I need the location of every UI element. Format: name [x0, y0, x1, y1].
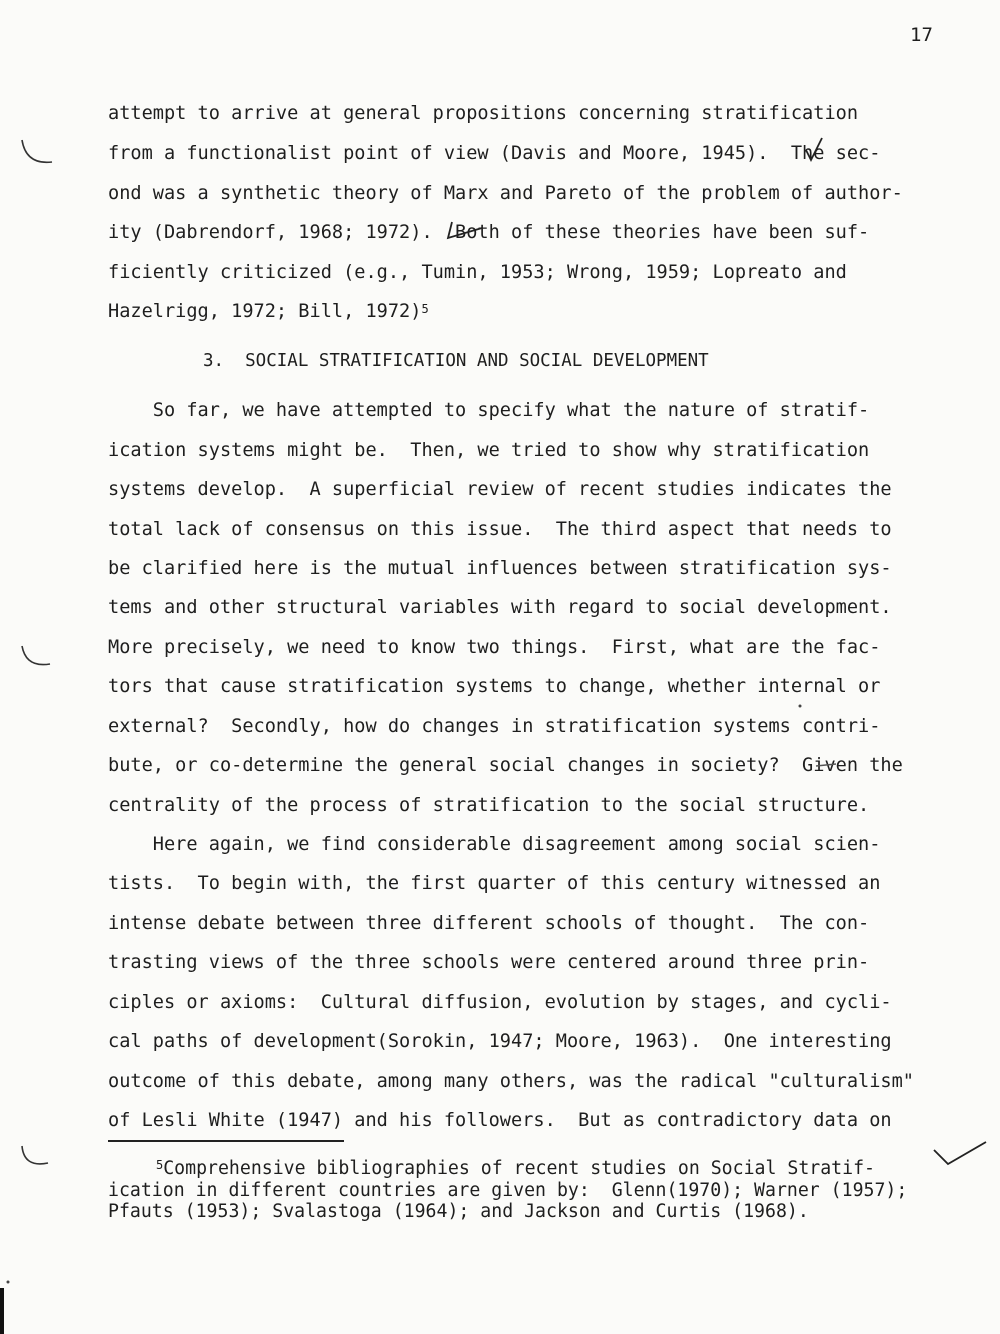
text-line-content: Hazelrigg, 1972; Bill, 1972)	[108, 301, 422, 322]
ink-speck	[7, 1281, 10, 1284]
text-line: bute, or co-determine the general social changes in society? Given the	[108, 755, 903, 776]
text-line: tems and other structural variables with regard to social development.	[108, 597, 892, 618]
text-line: trasting views of the three schools were centered around three prin-	[108, 952, 870, 973]
text-line: external? Secondly, how do changes in stratification systems contri-	[108, 716, 881, 737]
text-line: intense debate between three different schools of thought. The con-	[108, 913, 870, 934]
text-line: ication systems might be. Then, we tried to show why stratification	[108, 440, 870, 461]
page-number: 17	[910, 24, 933, 46]
footnote-text: Comprehensive bibliographies of recent studies on Social Stratif-	[163, 1158, 875, 1179]
text-line: from a functionalist point of view (Davis and Moore, 1945). The sec-	[108, 143, 881, 164]
text-line: systems develop. A superficial review of recent studies indicates the	[108, 479, 892, 500]
scan-edge	[0, 1288, 4, 1334]
check-mark	[448, 222, 482, 238]
footnote-line: ication in different countries are given by: Glenn(1970); Warner (1957);	[108, 1180, 908, 1201]
text-line: attempt to arrive at general propositions concerning stratification	[108, 103, 859, 124]
text-line: centrality of the process of stratification to the social structure.	[108, 795, 870, 816]
text-line: total lack of consensus on this issue. The third aspect that needs to	[108, 519, 892, 540]
text-line: tors that cause stratification systems to change, whether internal or	[108, 676, 881, 697]
text-line: Here again, we find considerable disagreement among social scien-	[108, 834, 881, 855]
text-line: ficiently criticized (e.g., Tumin, 1953; Wrong, 1959; Lopreato and	[108, 262, 847, 283]
text-line: So far, we have attempted to specify what the nature of stratif-	[108, 400, 870, 421]
footnote-line: Pfauts (1953); Svalastoga (1964); and Jackson and Curtis (1968).	[108, 1201, 809, 1222]
dash-mark	[816, 764, 836, 766]
footnote-marker: 5	[156, 1158, 164, 1172]
text-line: ciples or axioms: Cultural diffusion, evolution by stages, and cycli-	[108, 992, 892, 1013]
text-line: ond was a synthetic theory of Marx and Pareto of the problem of author-	[108, 183, 903, 204]
check-mark	[934, 1142, 986, 1164]
margin-curve-mark	[22, 140, 52, 162]
check-mark	[806, 138, 822, 160]
margin-curve-mark	[22, 1146, 48, 1164]
ink-speck	[799, 705, 802, 708]
text-line: tists. To begin with, the first quarter of this century witnessed an	[108, 873, 881, 894]
section-heading: 3. SOCIAL STRATIFICATION AND SOCIAL DEVELOPMENT	[203, 351, 709, 371]
footnote-reference: 5	[421, 302, 429, 316]
text-line: ity (Dabrendorf, 1968; 1972). Both of these theories have been suf-	[108, 222, 870, 243]
text-line: More precisely, we need to know two things. First, what are the fac-	[108, 637, 881, 658]
text-line: be clarified here is the mutual influences between stratification sys-	[108, 558, 892, 579]
text-line: outcome of this debate, among many others, was the radical "culturalism"	[108, 1071, 914, 1092]
text-line: cal paths of development(Sorokin, 1947; Moore, 1963). One interesting	[108, 1031, 892, 1052]
margin-curve-mark	[22, 646, 50, 665]
text-line: of Lesli White (1947) and his followers. But as contradictory data on	[108, 1110, 892, 1131]
